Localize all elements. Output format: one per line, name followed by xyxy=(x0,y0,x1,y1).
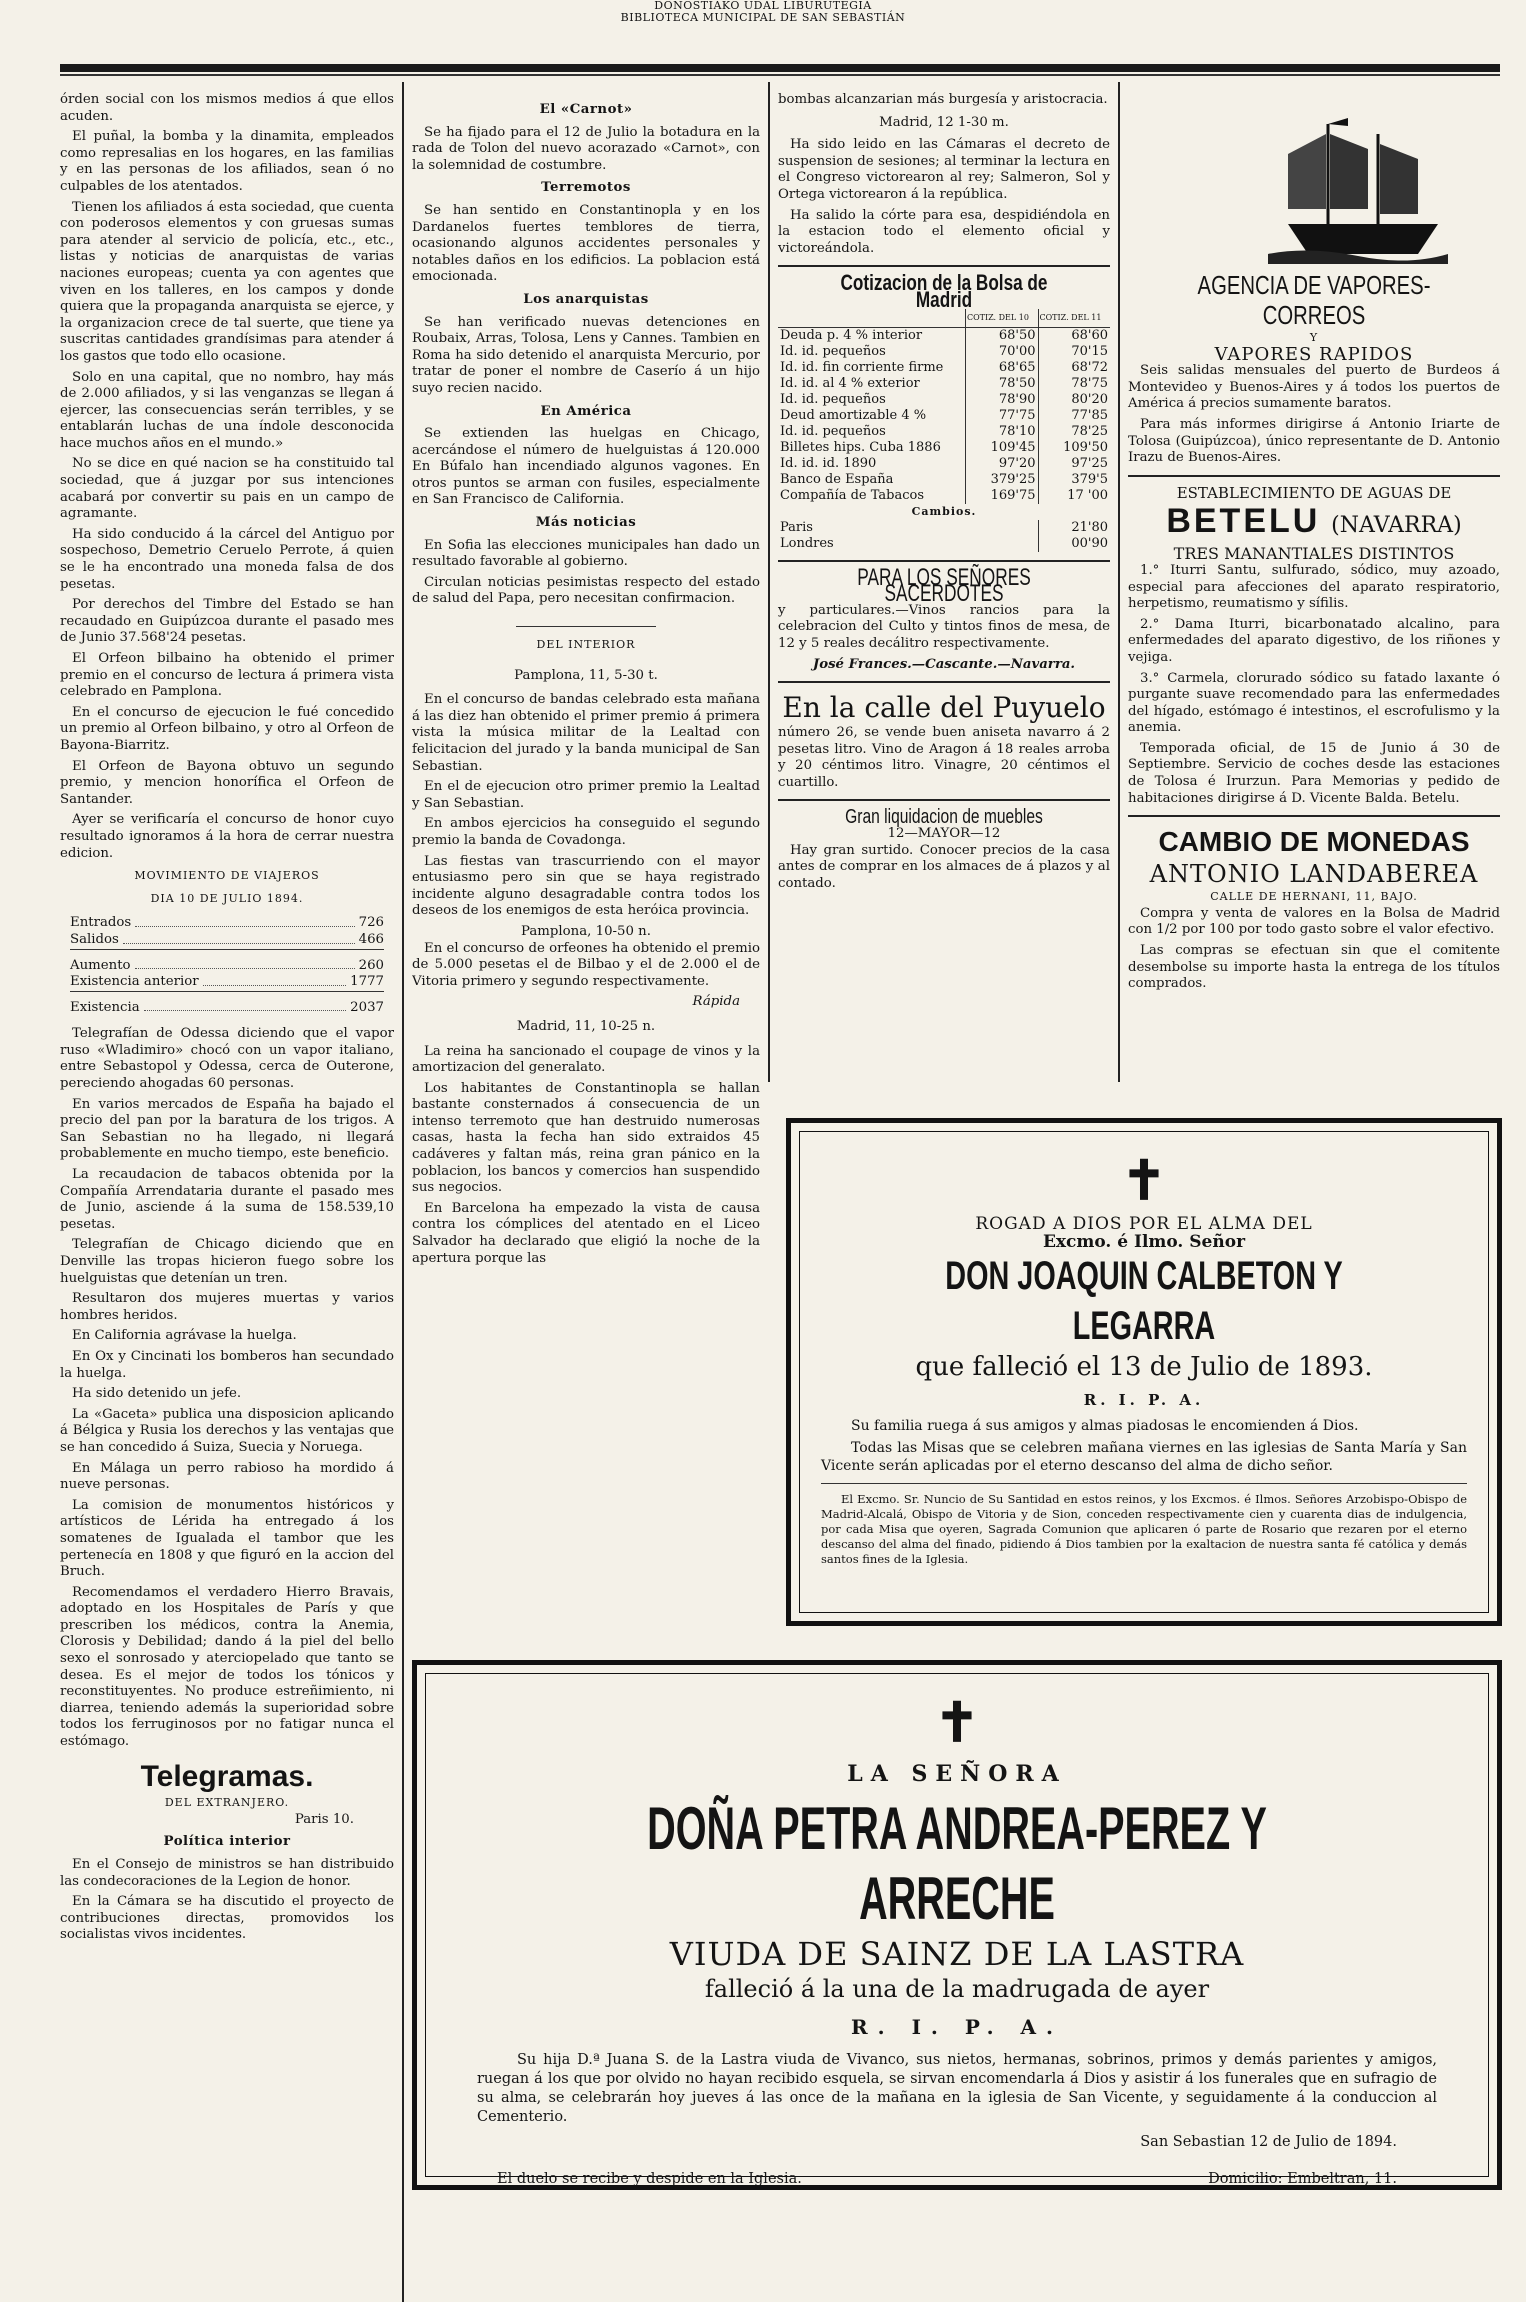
paragraph: Circulan noticias pesimistas respecto del estado de salud del Papa, pero necesitan confirmacion. xyxy=(412,574,760,607)
excmo: Excmo. é Ilmo. Señor xyxy=(1042,1232,1246,1252)
row-label: Existencia anterior xyxy=(70,974,199,990)
paragraph: No se dice en qué nacion se ha constituido tal sociedad, que á juzgar por sus intenciones acabará por convertir su pais en un campo de agramante. xyxy=(60,456,394,522)
row-value: 726 xyxy=(358,915,384,931)
sacerdotes-sign: José Frances.—Cascante.—Navarra. xyxy=(812,656,1076,672)
paragraph: La comision de monumentos históricos y artísticos de Lérida ha entregado á los somatenes de Igualada el tambor que les pertenecía en 1808 y que figuró en la accion del Bruch. xyxy=(60,1497,394,1580)
paris-dateline: Paris 10. xyxy=(294,1811,354,1827)
row-value: 260 xyxy=(358,957,384,973)
paragraph: Solo en una capital, que no nombro, hay más de 2.000 afiliados, y si las venganzas se llegan á ejercer, las consecuencias serán terribles, y se entablarán luchas de una índole desconocida hace muchos años en el mundo.» xyxy=(60,369,394,451)
section-heading: En América xyxy=(540,403,632,419)
bolsa-row: Billetes hips. Cuba 1886 109'45 109'50 xyxy=(780,439,1108,455)
row-value: 466 xyxy=(358,931,384,947)
paragraph: En Sofia las elecciones municipales han dado un resultado favorable al gobierno. xyxy=(412,537,760,570)
paragraph: Telegrafían de Odessa diciendo que el vapor ruso «Wladimiro» chocó con un vapor italiano, entre Sebastopol y Odessa, cerca de Outerone, pereciendo ahogadas 60 personas. xyxy=(60,1026,394,1092)
cross-icon: ✝ xyxy=(934,1690,980,1754)
bolsa-row: Banco de España 379'25 379'5 xyxy=(780,471,1108,487)
bolsa-row: Id. id. pequeños 78'10 78'25 xyxy=(780,423,1108,439)
cambios-title: Cambios. xyxy=(911,504,977,518)
column-rule-1 xyxy=(402,82,404,2302)
bolsa-row: Id. id. id. 1890 97'20 97'25 xyxy=(780,455,1108,471)
viajeros-table xyxy=(60,915,394,1016)
row-value: 1777 xyxy=(350,974,384,990)
paragraph: Se extienden las huelgas en Chicago, acercándose el número de huelguistas á 120.000 En Búfalo han incendiado algunos vagones. En otros puntos se arman con fusiles, especialmente en San Francisco de California. xyxy=(412,426,760,508)
paragraph: En el concurso de orfeones ha obtenido el premio de 5.000 pesetas el de Bilbao y el de 2.000 el de Vitoria primero y segundo respectivamente. xyxy=(412,940,760,989)
paragraph: Temporada oficial, de 15 de Junio á 30 de Septiembre. Servicio de coches desde las estaciones de Tolosa é Irurzun. Para Memorias y pedido de habitaciones dirigirse á D. Vicente Balda. Betelu. xyxy=(1128,740,1500,806)
domicilio: Domicilio: Embeltran, 11. xyxy=(1208,2171,1397,2187)
paragraph: En el Consejo de ministros se han distribuido las condecoraciones de la Legion de honor. xyxy=(60,1857,394,1889)
politica-heading: Política interior xyxy=(163,1834,291,1850)
column-rule-3 xyxy=(1118,82,1120,1082)
paragraph: Recomendamos el verdadero Hierro Bravais, adoptado en los Hospitales de París y que prescriben los médicos, contra la Anemia, Clorosis y Debilidad; dando á la piel del bello sexo el sonrosado y aterciopelado que tanto se desea. Es el mejor de todos los tónicos y reconstituyentes. No produce estreñimiento, ni diarrea, teniendo además la superioridad sobre todos los ferruginosos por no fatigar nunca el estómago. xyxy=(60,1584,394,1750)
top-rule xyxy=(60,64,1500,72)
paragraph: Ha sido leido en las Cámaras el decreto de suspension de sesiones; al terminar la lectura en el Congreso victorearon al rey; Salmeron, Sol y Ortega victorearon á la república. xyxy=(778,137,1110,202)
viajeros-row xyxy=(70,974,384,992)
paragraph: 3.° Carmela, clorurado sódico su fatado laxante ó purgante suave recomendado para las enfermedades del hígado, estómago é intestinos, el escrofulismo y la anemia. xyxy=(1128,670,1500,736)
viajeros-row xyxy=(70,932,384,950)
paragraph: y particulares.—Vinos rancios para la celebracion del Culto y tintos finos de mesa, de 12 y 5 reales decálitro respectivamente. xyxy=(778,602,1110,651)
paragraph: Ayer se verificaría el concurso de honor cuyo resultado ignoramos á la hora de cerrar nuestra edicion. xyxy=(60,812,394,861)
cambio-address: CALLE DE HERNANI, 11, BAJO. xyxy=(1210,890,1418,904)
paragraph: En Barcelona ha empezado la vista de causa contra los cómplices del atentado en el Liceo Salvador ha declarado que eligió la noche de la apertura porque las xyxy=(412,1200,760,1266)
row-label: Salidos xyxy=(70,931,119,947)
signature: Rápida xyxy=(692,994,740,1010)
bolsa-title: Cotizacion de la Bolsa de Madrid xyxy=(840,270,1048,312)
paragraph: Los habitantes de Constantinopla se hallan bastante consternados á consecuencia de un intenso terremoto que han destruido numerosas casas, hasta la fecha han sido extraidos 45 cadáveres y faltan más, reina gran pánico en la poblacion, los bancos y comercios han suspendido sus negocios. xyxy=(412,1080,760,1196)
viuda: VIUDA DE SAINZ DE LA LASTRA xyxy=(669,1935,1245,1973)
viajeros-row xyxy=(70,1000,384,1017)
section-heading: Más noticias xyxy=(535,515,637,531)
interior-heading: DEL INTERIOR xyxy=(536,638,636,652)
paragraph: La «Gaceta» publica una disposicion aplicando á Bélgica y Rusia los derechos y las ventajas que se han concedido á Suiza, Suecia y Noruega. xyxy=(60,1406,394,1455)
paragraph: Compra y venta de valores en la Bolsa de Madrid con 1/2 por 100 por todo gasto sobre el valor efectivo. xyxy=(1128,905,1500,938)
paragraph: Su hija D.ª Juana S. de la Lastra viuda de Vivanco, sus nietos, hermanas, sobrinos, primos y demás parientes y amigos, ruegan á los que por olvido no hayan recibido esquela, se sirvan encomendarla á Dios y asistir á los funerales que en sufragio de su alma, se celebrarán hoy jueves á las once de la mañana en la iglesia de San Vicente, y seguidamente á la conduccion al Cementerio. xyxy=(477,2052,1437,2125)
row-label: Entrados xyxy=(70,915,132,931)
paragraph: bombas alcanzarian más burgesía y aristocracia. xyxy=(778,92,1108,107)
paragraph: 1.° Iturri Santu, sulfurado, sódico, muy azoado, especial para afecciones del aparato respiratorio, herpetismo, reumatismo y sífilis. xyxy=(1128,562,1500,612)
rogad: ROGAD A DIOS POR EL ALMA DEL xyxy=(975,1214,1313,1234)
paragraph: Por derechos del Timbre del Estado se han recaudado en Guipúzcoa durante el pasado mes de Junio 37.568'24 pesetas. xyxy=(60,597,394,646)
bolsa-col-header: COTIZ. DEL 10 xyxy=(965,309,1038,328)
viajeros-row xyxy=(70,958,384,975)
bolsa-table xyxy=(778,309,1110,552)
telegramas-heading: Telegramas. xyxy=(140,1759,314,1793)
duelo: El duelo se recibe y despide en la Iglesia. xyxy=(497,2171,802,2187)
deceased-name: DOÑA PETRA ANDREA-PEREZ Y ARRECHE xyxy=(647,1795,1267,1932)
bolsa-row: Id. id. pequeños 70'00 70'15 xyxy=(780,343,1108,359)
agencia-title: AGENCIA DE VAPORES-CORREOS xyxy=(1197,270,1431,330)
ship-icon xyxy=(1268,114,1448,264)
paragraph: El puñal, la bomba y la dinamita, empleados como represalias en los hogares, en las familias y en las personas de los afiliados, sean ó no culpables de los atentados. xyxy=(60,129,394,194)
fallecio: que falleció el 13 de Julio de 1893. xyxy=(915,1352,1373,1382)
deceased-name: DON JOAQUIN CALBETON Y LEGARRA xyxy=(945,1254,1343,1348)
paragraph: El Orfeon bilbaino ha obtenido el primer premio en el concurso de lectura á primera vista celebrado en Pamplona. xyxy=(60,651,394,700)
senora: LA SEÑORA xyxy=(847,1761,1067,1787)
section-heading: Terremotos xyxy=(541,180,631,196)
paragraph: órden social con los mismos medios á que ellos acuden. xyxy=(60,92,394,124)
betelu-title: BETELU xyxy=(1166,502,1321,541)
row-label: Existencia xyxy=(70,999,140,1015)
column-2 xyxy=(412,92,760,1652)
row-value: 2037 xyxy=(350,999,384,1015)
betelu-est: ESTABLECIMIENTO DE AGUAS DE xyxy=(1176,483,1452,502)
dateline: Madrid, 11, 10-25 n. xyxy=(516,1018,656,1034)
paragraph: En Málaga un perro rabioso ha mordido á nueve personas. xyxy=(60,1460,394,1493)
header-line-2: BIBLIOTECA MUNICIPAL DE SAN SEBASTIÁN xyxy=(620,11,906,24)
sacerdotes-title: PARA LOS SEÑORES SACERDOTES xyxy=(857,563,1031,608)
paragraph: Ha salido la córte para esa, despidiéndola en la estacion todo el elemento oficial y victoreándola. xyxy=(778,207,1110,256)
rip: R. I. P. A. xyxy=(1083,1391,1205,1409)
bolsa-row: Deuda p. 4 % interior 68'50 68'60 xyxy=(780,327,1108,343)
extranjero-heading: DEL EXTRANJERO. xyxy=(164,1796,290,1810)
viajeros-title: MOVIMIENTO DE VIAJEROS xyxy=(134,869,320,883)
column-3 xyxy=(778,92,1110,896)
column-rule-2 xyxy=(768,82,770,1082)
paragraph: Se han verificado nuevas detenciones en Roubaix, Arras, Tolosa, Lens y Cannes. Tambien en Roma ha sido detenido el anarquista Mercurio, por tratar de poner el nombre de Caserío á un hijo suyo recien nacido. xyxy=(412,314,760,396)
dateline: Pamplona, 11, 5-30 t. xyxy=(514,667,658,683)
paragraph: Se han sentido en Constantinopla y en los Dardanelos fuertes temblores de tierra, ocasionando algunos accidentes personales y notables daños en los edificios. La poblacion está emocionada. xyxy=(412,202,760,285)
cambios-row: Paris 21'80 xyxy=(780,519,1108,535)
paragraph: En varios mercados de España ha bajado el precio del pan por la baratura de los trigos. A San Sebastian no ha llegado, ni llegará probablemente en mucho tiempo, este beneficio. xyxy=(60,1096,394,1162)
section-heading: Los anarquistas xyxy=(523,291,649,307)
paragraph: 2.° Dama Iturri, bicarbonatado alcalino, para enfermedades del aparato digestivo, de los riñones y vejiga. xyxy=(1128,616,1500,665)
paragraph: Hay gran surtido. Conocer precios de la casa antes de comprar en los almaces de á plazos y al contado. xyxy=(778,842,1110,891)
paragraph: En California agrávase la huelga. xyxy=(72,1328,297,1344)
muebles-subtitle: 12—MAYOR—12 xyxy=(887,826,1001,842)
library-header xyxy=(0,0,1526,24)
paragraph: Las fiestas van trascurriendo con el mayor entusiasmo pero sin que se haya registrado incidente alguno desagradable contra todos los deseos de los enemigos de esta heróica provincia. xyxy=(412,853,760,919)
obituary-calbeton xyxy=(786,1118,1502,1626)
fallecio: falleció á la una de la madrugada de ayer xyxy=(704,1975,1210,2003)
paragraph: Resultaron dos mujeres muertas y varios hombres heridos. xyxy=(60,1291,394,1323)
paragraph: En Ox y Cincinati los bomberos han secundado la huelga. xyxy=(60,1348,394,1381)
column-1 xyxy=(60,92,394,1948)
paragraph: La reina ha sancionado el coupage de vinos y la amortizacion del generalato. xyxy=(412,1043,760,1076)
bolsa-col-header: COTIZ. DEL 11 xyxy=(1038,309,1110,328)
bolsa-row: Id. id. pequeños 78'90 80'20 xyxy=(780,391,1108,407)
paragraph: Se ha fijado para el 12 de Julio la botadura en la rada de Tolon del nuevo acorazado «Carnot», con la solemnidad de costumbre. xyxy=(412,124,760,173)
betelu-region: (NAVARRA) xyxy=(1331,513,1462,539)
section-heading: El «Carnot» xyxy=(539,102,633,117)
dateline: Madrid, 12 1-30 m. xyxy=(879,114,1009,130)
obituary-andrea-perez xyxy=(412,1660,1502,2190)
cambio-title: CAMBIO DE MONEDAS xyxy=(1158,826,1470,858)
cross-icon: ✝ xyxy=(1121,1148,1167,1212)
rip: R. I. P. A. xyxy=(851,2015,1063,2039)
paragraph: Ha sido detenido un jefe. xyxy=(72,1386,242,1402)
vapores-title: VAPORES RAPIDOS xyxy=(1214,343,1414,365)
bolsa-row: Id. id. al 4 % exterior 78'50 78'75 xyxy=(780,375,1108,391)
cambio-name: ANTONIO LANDABEREA xyxy=(1149,860,1479,889)
paragraph: En la Cámara se ha discutido el proyecto de contribuciones directas, promovidos los socialistas vivos incidentes. xyxy=(60,1894,394,1943)
paragraph: La recaudacion de tabacos obtenida por la Compañía Arrendataria durante el pasado mes de Junio, asciende á la suma de 158.539,10 pesetas. xyxy=(60,1167,394,1232)
cambios-row: Londres 00'90 xyxy=(780,535,1108,551)
column-4 xyxy=(1128,92,1500,997)
paragraph: En el concurso de bandas celebrado esta mañana á las diez han obtenido el primer premio á primera vista la música militar de la Lealtad con felicitacion del jurado y la banda municipal de San Sebastian. xyxy=(412,692,760,774)
paragraph: Su familia ruega á sus amigos y almas piadosas le encomienden á Dios. xyxy=(851,1418,1359,1434)
viajeros-date: DIA 10 DE JULIO 1894. xyxy=(150,891,304,905)
paragraph: El Orfeon de Bayona obtuvo un segundo premio, y mencion honorífica el Orfeon de Santander. xyxy=(60,758,394,807)
paragraph: número 26, se vende buen aniseta navarro á 2 pesetas litro. Vino de Aragon á 18 reales arroba y 20 céntimos litro. Vinagre, 20 céntimos el cuartillo. xyxy=(778,725,1110,790)
paragraph: Las compras se efectuan sin que el comitente desembolse su importe hasta la entrega de los títulos comprados. xyxy=(1128,943,1500,992)
agencia-y: Y xyxy=(1309,331,1319,344)
paragraph: En ambos ejercicios ha conseguido el segundo premio la banda de Covadonga. xyxy=(412,816,760,848)
paragraph: Seis salidas mensuales del puerto de Burdeos á Montevideo y Buenos-Aires y á todos los puertos de América á precios sumamente baratos. xyxy=(1128,363,1500,412)
paragraph: Telegrafían de Chicago diciendo que en Denville las tropas hicieron fuego sobre los huelguistas que detenían un tren. xyxy=(60,1237,394,1286)
paragraph: En el concurso de ejecucion le fué concedido un premio al Orfeon bilbaino, y otro al Orfeon de Bayona-Biarritz. xyxy=(60,704,394,753)
bolsa-row: Id. id. fin corriente firme 68'65 68'72 xyxy=(780,359,1108,375)
viajeros-row xyxy=(70,915,384,932)
paragraph: Tienen los afiliados á esta sociedad, que cuenta con poderosos elementos y con gruesas sumas para atender al servicio de policía, etc., etc., listas y noticias de anarquistas de varias naciones europeas; cuenta ya con agentes que viven en los talleres, en los campos y donde quiera que la propaganda anarquista se ejerce, y la organizacion crece de tal suerte, que tiene ya suscritas cantidades grandísimas para atender á los gastos que todo ello ocasione. xyxy=(60,199,394,364)
bolsa-row: Deud amortizable 4 % 77'75 77'85 xyxy=(780,407,1108,423)
betelu-tres: TRES MANANTIALES DISTINTOS xyxy=(1173,544,1455,564)
row-label: Aumento xyxy=(70,957,131,973)
paragraph: En el de ejecucion otro primer premio la Lealtad y San Sebastian. xyxy=(412,779,760,811)
muebles-title: Gran liquidacion de muebles xyxy=(845,806,1043,829)
paragraph: El Excmo. Sr. Nuncio de Su Santidad en estos reinos, y los Excmos. é Ilmos. Señores Arzobispo-Obispo de Madrid-Alcalá, Obispo de Vitoria y de Sion, conceden respectivamente cien y cuarenta dias de indulgencia, por cada Misa que oyeren, Sagrada Comunion que aplicaren ó parte de Rosario que rezaren por el eterno descanso del alma del finado, pidiendo á Dios tambien por la exaltacion de nuestra santa fé católica y demás santos fines de la Iglesia. xyxy=(821,1492,1467,1566)
bolsa-row: Compañía de Tabacos 169'75 17 '00 xyxy=(780,487,1108,503)
dateline: Pamplona, 10-50 n. xyxy=(521,923,651,939)
header-line-1: DONOSTIAKO UDAL LIBURUTEGIA xyxy=(654,0,872,12)
paragraph: Ha sido conducido á la cárcel del Antiguo por sospechoso, Demetrio Ceruelo Perrote, á quien se le ha encontrado una moneda falsa de dos pesetas. xyxy=(60,526,394,592)
puyuelo-title: En la calle del Puyuelo xyxy=(782,691,1106,725)
paragraph: Todas las Misas que se celebren mañana viernes en las iglesias de Santa María y San Vicente serán aplicadas por el eterno descanso del alma de dicho señor. xyxy=(821,1440,1467,1474)
fecha: San Sebastian 12 de Julio de 1894. xyxy=(1140,2134,1397,2150)
paragraph: Para más informes dirigirse á Antonio Iriarte de Tolosa (Guipúzcoa), único representante de D. Antonio Irazu de Buenos-Aires. xyxy=(1128,416,1500,466)
